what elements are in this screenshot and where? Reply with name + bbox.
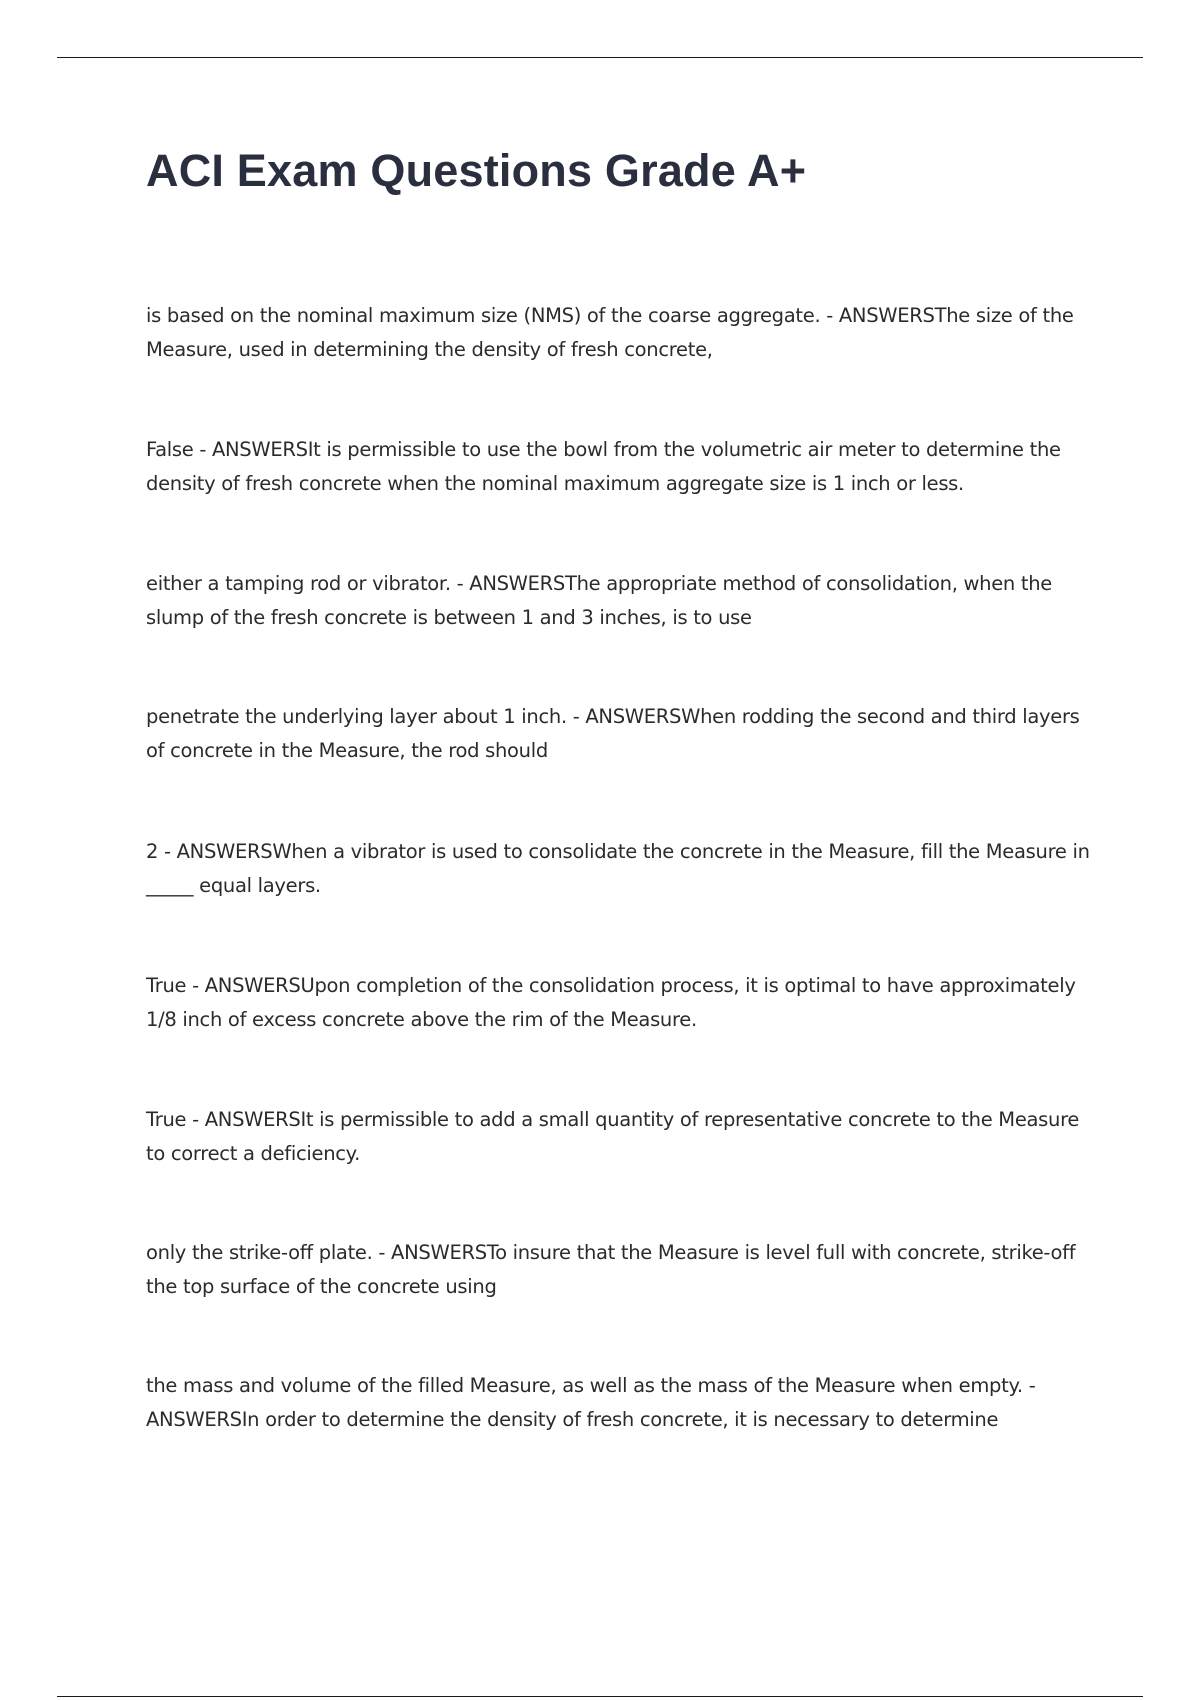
page-title: ACI Exam Questions Grade A+ bbox=[146, 145, 807, 196]
qa-entry-7: True - ANSWERSIt is permissible to add a small quantity of representative concrete to the Measure to correct a deficiency. bbox=[146, 1108, 1080, 1165]
qa-entry-1: is based on the nominal maximum size (NMS) of the coarse aggregate. - ANSWERSThe size of the Measure, used in determining the density of fresh concrete, bbox=[146, 304, 1074, 361]
qa-entry-2: False - ANSWERSIt is permissible to use the bowl from the volumetric air meter to determine the density of fresh concrete when the nominal maximum aggregate size is 1 inch or less. bbox=[146, 438, 1061, 495]
qa-entry-6: True - ANSWERSUpon completion of the consolidation process, it is optimal to have approximately 1/8 inch of excess concrete above the rim of the Measure. bbox=[146, 974, 1076, 1031]
qa-entry-4: penetrate the underlying layer about 1 inch. - ANSWERSWhen rodding the second and third layers of concrete in the Measure, the rod should bbox=[146, 705, 1080, 762]
qa-entry-9: the mass and volume of the filled Measure, as well as the mass of the Measure when empty. - ANSWERSIn order to determine the density of fresh concrete, it is necessary to determine bbox=[146, 1374, 1036, 1431]
footer-rule bbox=[57, 1696, 1143, 1697]
qa-entry-5: 2 - ANSWERSWhen a vibrator is used to consolidate the concrete in the Measure, fill the Measure in _____ equal layers. bbox=[146, 840, 1090, 897]
header-rule bbox=[57, 57, 1143, 58]
qa-entry-3: either a tamping rod or vibrator. - ANSWERSThe appropriate method of consolidation, when the slump of the fresh concrete is between 1 and 3 inches, is to use bbox=[146, 572, 1052, 629]
qa-entry-8: only the strike-off plate. - ANSWERSTo insure that the Measure is level full with concrete, strike-off the top surface of the concrete using bbox=[146, 1241, 1076, 1298]
